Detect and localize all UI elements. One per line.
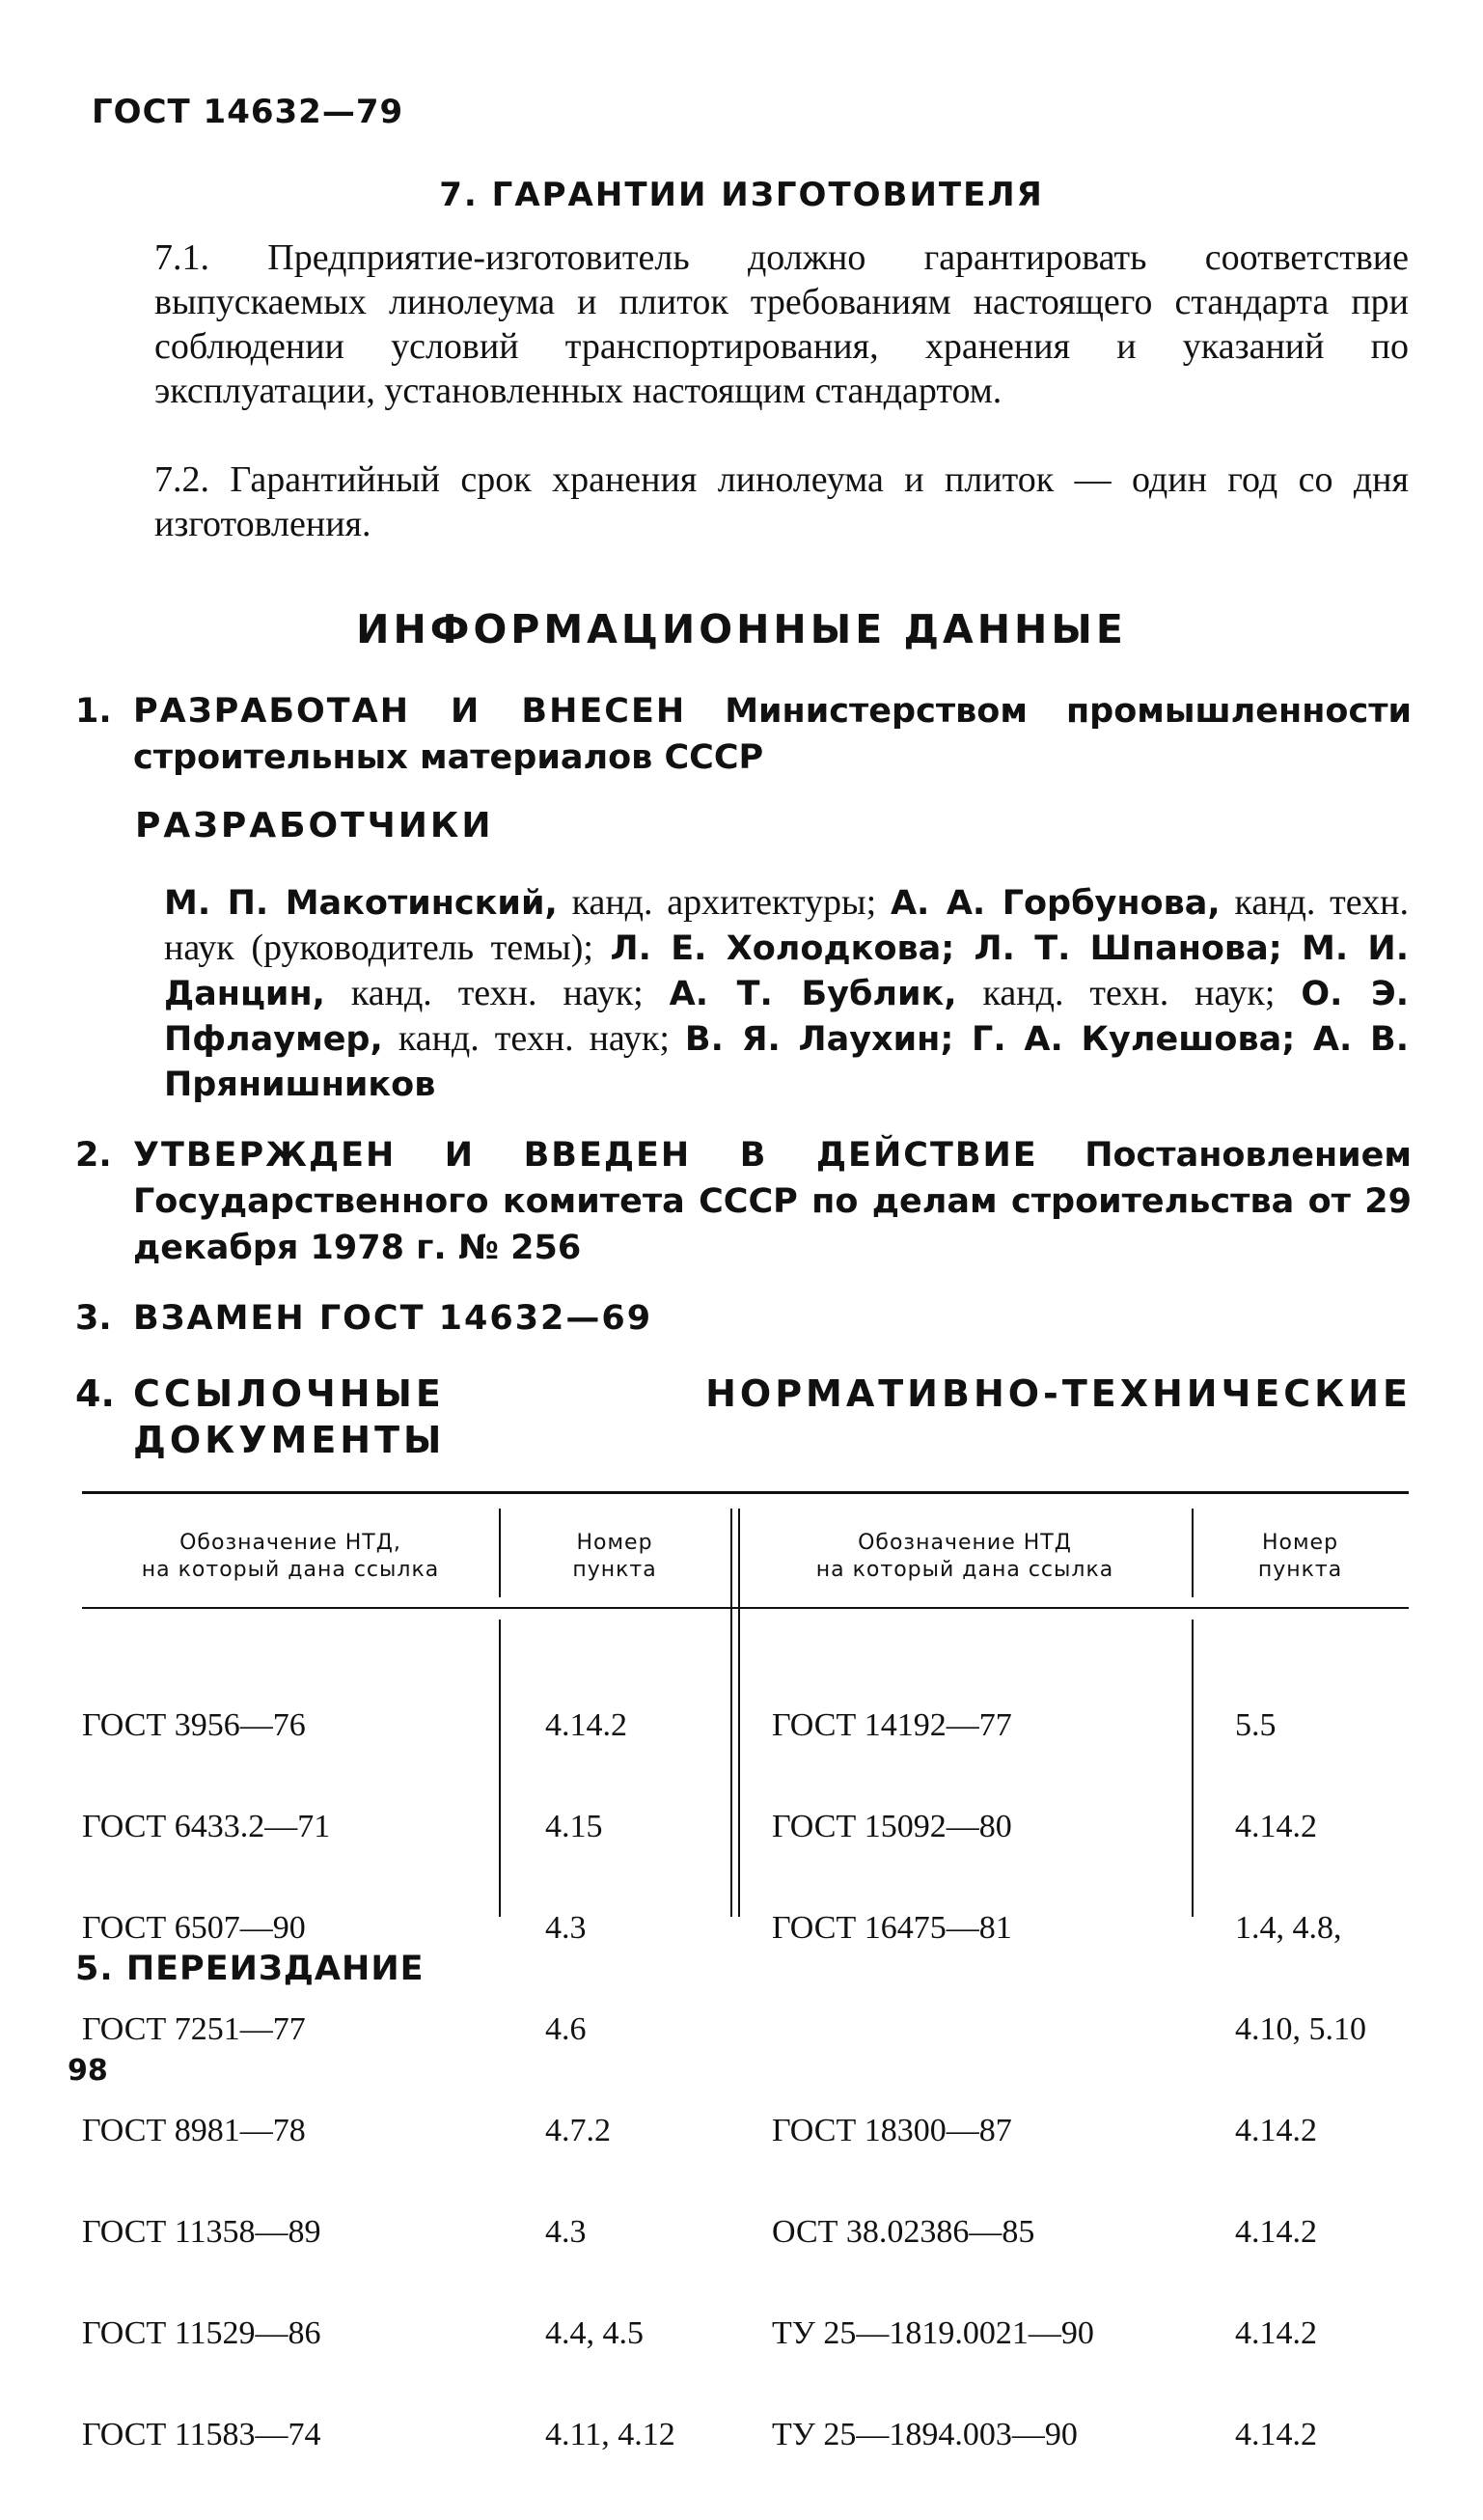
table-cell: 1.4, 4.8, (1235, 1910, 1342, 1946)
info-item-4-number: 4. (75, 1372, 115, 1415)
table-cell: ГОСТ 6507—90 (82, 1910, 306, 1946)
info-item-1 (75, 688, 1412, 781)
table-cell: ГОСТ 3956—76 (82, 1707, 306, 1743)
header-num-right-line1: Номер (1261, 1531, 1339, 1555)
table-cell: ГОСТ 18300—87 (772, 2113, 1012, 2148)
left-num-column (545, 1641, 675, 2519)
info-item-2-text: Постановлением Государственного комитета СССР по делам строительства от 29 декабря 1978 г. № 256 (133, 1136, 1412, 1267)
developer-title: канд. техн. наук; (382, 1018, 685, 1059)
page-number: 98 (68, 2054, 108, 2088)
table-cell: ГОСТ 7251—77 (82, 2011, 306, 2047)
table-cell: ГОСТ 14192—77 (772, 1707, 1012, 1743)
developers-list (164, 880, 1409, 1107)
document-code: ГОСТ 14632—79 (92, 93, 404, 131)
paragraph-7-1 (87, 235, 1409, 413)
table-cell: 4.3 (545, 1910, 587, 1946)
table-cell: ГОСТ 11583—74 (82, 2417, 321, 2452)
developer-title: канд. техн. наук; (956, 973, 1302, 1013)
developer-title: канд. техн. наук (руководитель темы); (164, 882, 1409, 968)
info-item-2-number: 2. (75, 1136, 112, 1175)
table-cell: ТУ 25—1819.0021—90 (772, 2315, 1094, 2351)
left-doc-column (82, 1641, 330, 2519)
table-cell (772, 2012, 1094, 2046)
table-cell: 4.10, 5.10 (1235, 2011, 1366, 2047)
developer-name: Л. Е. Холодкова; Л. Т. Шпанова; М. И. Данцин, (164, 929, 1409, 1013)
header-num-right (1192, 1530, 1409, 1584)
table-cell: 4.11, 4.12 (545, 2417, 675, 2452)
developer-name: В. Я. Лаухин; Г. А. Кулешова; А. В. Прянишников (164, 1020, 1409, 1104)
table-cell: ГОСТ 6433.2—71 (82, 1809, 331, 1844)
developers-heading: РАЗРАБОТЧИКИ (135, 806, 494, 845)
table-cell: 4.14.2 (1235, 2113, 1317, 2148)
info-item-1-text: Министерством промышленности строительных материалов СССР (133, 692, 1413, 777)
info-item-1-lead: РАЗРАБОТАН И ВНЕСЕН (133, 692, 687, 731)
developer-name: М. П. Макотинский, (164, 884, 558, 923)
header-ntd-right-line1: Обозначение НТД (858, 1531, 1072, 1555)
info-item-5-number: 5. (75, 1950, 114, 1988)
table-cell: ГОСТ 15092—80 (772, 1809, 1012, 1844)
header-ntd-right-line2: на который дана ссылка (815, 1558, 1114, 1582)
table-cell: 5.5 (1235, 1707, 1277, 1743)
header-ntd-left (82, 1530, 499, 1584)
header-ntd-left-line2: на который дана ссылка (141, 1558, 440, 1582)
table-header-rule (82, 1607, 1409, 1609)
header-ntd-right (738, 1530, 1192, 1584)
table-cell: 4.3 (545, 2214, 587, 2250)
info-item-3 (75, 1295, 1412, 1342)
right-doc-column (772, 1641, 1094, 2519)
table-cell: 4.15 (545, 1809, 603, 1844)
info-item-2-lead: УТВЕРЖДЕН И ВВЕДЕН В ДЕЙСТВИЕ (133, 1136, 1038, 1175)
info-title: ИНФОРМАЦИОННЫЕ ДАННЫЕ (356, 606, 1127, 652)
table-cell: 4.7.2 (545, 2113, 611, 2148)
table-cell: ТУ 25—1894.003—90 (772, 2417, 1078, 2452)
info-item-5-text: ПЕРЕИЗДАНИЕ (125, 1950, 425, 1988)
info-item-3-number: 3. (75, 1299, 112, 1338)
developer-name: А. Т. Бублик, (669, 975, 957, 1013)
developer-title: канд. архитектуры; (557, 882, 891, 923)
info-item-2 (75, 1132, 1412, 1271)
info-item-5 (75, 1950, 425, 1988)
table-cell: 4.14.2 (1235, 1809, 1317, 1844)
table-cell: 4.14.2 (1235, 2214, 1317, 2250)
table-cell: ГОСТ 11529—86 (82, 2315, 321, 2351)
info-item-3-text: ВЗАМЕН ГОСТ 14632—69 (133, 1299, 653, 1338)
table-cell: 4.14.2 (545, 1707, 627, 1743)
table-cell: 4.14.2 (1235, 2417, 1317, 2452)
paragraph-7-1-text: 7.1. Предприятие-изготовитель должно гарантировать соответствие выпускаемых линолеума и плиток требованиям настоящего стандарта при соблюдении условий транспортирования, хранения и указаний по эксплуатации, установленных настоящим стандартом. (154, 237, 1409, 411)
table-cell: 4.6 (545, 2011, 587, 2047)
table-cell: ГОСТ 16475—81 (772, 1910, 1012, 1946)
section-7-title: 7. ГАРАНТИИ ИЗГОТОВИТЕЛЯ (439, 176, 1044, 214)
info-item-4 (75, 1371, 1412, 1463)
developer-name: О. Э. Пфлаумер, (164, 975, 1410, 1059)
table-top-rule (82, 1491, 1409, 1494)
header-num-left (499, 1530, 730, 1584)
table-divider (730, 1509, 732, 1917)
table-cell: ГОСТ 8981—78 (82, 2113, 306, 2148)
header-ntd-left-line1: Обозначение НТД, (179, 1531, 401, 1555)
table-cell: ГОСТ 11358—89 (82, 2214, 321, 2250)
paragraph-7-2 (87, 457, 1409, 546)
info-item-4-text: ССЫЛОЧНЫЕ НОРМАТИВНО-ТЕХНИЧЕСКИЕ ДОКУМЕНТЫ (133, 1372, 1412, 1461)
header-num-left-line1: Номер (576, 1531, 653, 1555)
info-item-1-number: 1. (75, 692, 112, 731)
table-cell: ОСТ 38.02386—85 (772, 2214, 1035, 2250)
table-cell: 4.4, 4.5 (545, 2315, 644, 2351)
developer-name: А. А. Горбунова, (890, 884, 1221, 923)
developer-title: канд. техн. наук; (324, 973, 670, 1013)
paragraph-7-2-text: 7.2. Гарантийный срок хранения линолеума и плиток — один год со дня изготовления. (154, 459, 1409, 544)
header-num-left-line2: пункта (572, 1558, 657, 1582)
table-divider (499, 1620, 501, 1917)
right-num-column (1235, 1641, 1366, 2519)
table-divider (1192, 1620, 1194, 1917)
header-num-right-line2: пункта (1257, 1558, 1343, 1582)
table-cell: 4.14.2 (1235, 2315, 1317, 2351)
